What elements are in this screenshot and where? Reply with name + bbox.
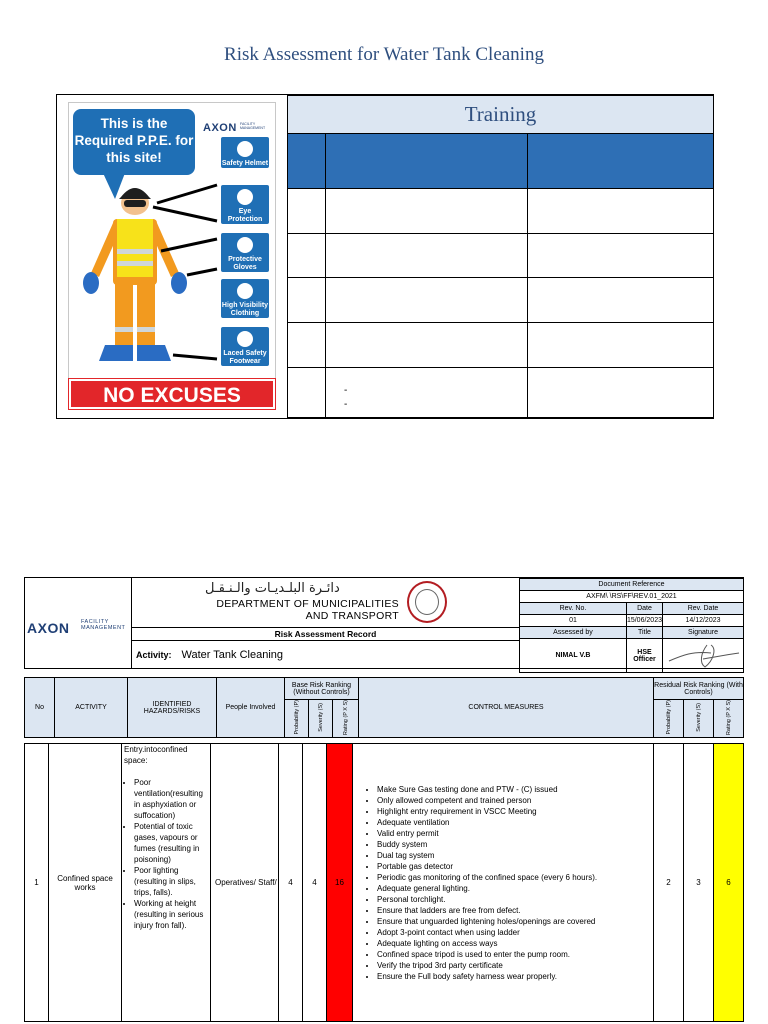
training-table	[287, 95, 714, 418]
col-res-severity: Severity (S)	[695, 703, 702, 732]
row-res-severity: 3	[684, 744, 714, 1022]
training-row	[288, 233, 714, 278]
control-item: • Ensure that unguarded lightening holes/openings are covered	[377, 916, 653, 927]
control-item: • Highlight entry requirement in VSCC Meeting	[377, 806, 653, 817]
protective-gloves-badge: Protective Gloves	[221, 233, 269, 272]
col-base-ranking: Base Risk Ranking (Without Controls)	[285, 678, 359, 700]
department-arabic-name: دائـرة البلـديـات والـنـقـل	[205, 581, 340, 596]
row-base-probability: 4	[279, 744, 303, 1022]
col-base-rating: Rating (P X S)	[342, 700, 349, 736]
training-dash-list: - -	[344, 384, 348, 410]
no-excuses-banner: NO EXCUSES	[69, 379, 275, 409]
control-item: • Buddy system	[377, 839, 653, 850]
control-item: • Personal torchlight.	[377, 894, 653, 905]
control-item: • Valid entry permit	[377, 828, 653, 839]
axon-logo: AXON	[203, 122, 237, 134]
col-res-probability: Probability (P)	[665, 700, 672, 735]
title-label: Title	[626, 627, 662, 639]
rev-no-label: Rev. No.	[520, 603, 627, 615]
row-activity: Confined space works	[49, 744, 122, 1022]
signature-icon	[663, 639, 744, 673]
doc-ref-value: AXFM\ \RS\FF\REV.01_2021	[520, 591, 744, 603]
safety-helmet-badge: Safety Helmet	[221, 137, 269, 168]
col-no: No	[25, 678, 55, 738]
hazard-item: • Poor ventilation(resulting in asphyxiation or suffocation)	[134, 777, 208, 821]
high-visibility-badge: High Visibility Clothing	[221, 279, 269, 318]
col-control-measures: CONTROL MEASURES	[359, 678, 654, 738]
hazard-item: • Potential of toxic gases, vapours or fumes (resulting in poisoning)	[134, 821, 208, 865]
risk-table	[24, 743, 744, 1022]
assessed-by-label: Assessed by	[520, 627, 627, 639]
emblem-icon	[407, 581, 447, 623]
column-header-table	[24, 677, 744, 738]
safety-footwear-badge: Laced Safety Footwear	[221, 327, 269, 366]
training-row	[288, 368, 714, 418]
col-people: People Involved	[217, 678, 285, 738]
ppe-training-section	[56, 94, 714, 419]
worker-illustration-icon	[69, 177, 219, 377]
date-value: 15/06/2023	[626, 615, 662, 627]
row-no: 1	[25, 744, 49, 1022]
axon-logo: AXON	[27, 620, 70, 636]
ppe-poster	[58, 96, 287, 418]
activity-row: Activity: Water Tank Cleaning	[136, 649, 284, 661]
assessed-by-value: NIMAL V.B	[520, 639, 627, 673]
control-item: • Adequate lighting on access ways	[377, 938, 653, 949]
rev-no-value: 01	[520, 615, 627, 627]
control-item: • Only allowed competent and trained person	[377, 795, 653, 806]
control-item: • Portable gas detector	[377, 861, 653, 872]
record-header	[24, 577, 744, 669]
training-heading: Training	[288, 96, 714, 134]
control-item: • Verify the tripod 3rd party certificate	[377, 960, 653, 971]
signature-label: Signature	[663, 627, 744, 639]
axon-logo-sub: FACILITY MANAGEMENT	[81, 619, 126, 631]
col-residual-ranking: Residual Risk Ranking (With Controls)	[654, 678, 744, 700]
row-base-severity: 4	[303, 744, 327, 1022]
training-subheader-row	[288, 133, 714, 188]
control-item: • Make Sure Gas testing done and PTW - (C) issued	[377, 784, 653, 795]
col-hazards: IDENTIFIED HAZARDS/RISKS	[128, 678, 217, 738]
axon-logo-sub: FACILITY MANAGEMENT	[240, 122, 266, 130]
activity-value: Water Tank Cleaning	[181, 649, 284, 661]
eye-protection-badge: Eye Protection	[221, 185, 269, 224]
rev-date-value: 14/12/2023	[663, 615, 744, 627]
col-base-probability: Probability (P)	[293, 700, 300, 735]
ppe-poster-inner	[68, 102, 276, 410]
record-title: Risk Assessment Record	[132, 627, 519, 641]
control-item: • Confined space tripod is used to enter the pump room.	[377, 949, 653, 960]
row-res-probability: 2	[654, 744, 684, 1022]
hazard-item: • Working at height (resulting in serious injury fron fall).	[134, 898, 208, 931]
document-title: Risk Assessment for Water Tank Cleaning	[224, 44, 544, 65]
training-row	[288, 278, 714, 323]
axon-logo-cell	[25, 578, 132, 668]
col-base-severity: Severity (S)	[317, 703, 324, 732]
col-res-rating: Rating (P X S)	[725, 700, 732, 736]
document-reference-grid	[519, 578, 744, 673]
training-row	[288, 323, 714, 368]
doc-ref-label: Document Reference	[520, 579, 744, 591]
control-item: • Ensure that ladders are free from defect.	[377, 905, 653, 916]
control-item: • Adequate general lighting.	[377, 883, 653, 894]
ppe-speech-bubble: This is the Required P.P.E. for this site!	[73, 109, 195, 175]
control-item: • Adopt 3-point contact when using ladder	[377, 927, 653, 938]
table-row	[25, 744, 744, 1022]
control-item: • Periodic gas monitoring of the confined space (every 6 hours).	[377, 872, 653, 883]
control-item: • Dual tag system	[377, 850, 653, 861]
hazard-item: • Poor lighting (resulting in slips, trips, falls).	[134, 865, 208, 898]
col-activity: ACTIVITY	[55, 678, 128, 738]
rev-date-label: Rev. Date	[663, 603, 744, 615]
row-hazards: Entry.intoconfined space: • Poor ventilation(resulting in asphyxiation or suffocation) • Potential of toxic gases, vapours or fumes (resulting in poisoning) • Poor lighting (resulting in slips, trips, falls). • Working at height (resulting in serious injury fron fall).	[122, 744, 211, 1022]
control-item: • Adequate ventilation	[377, 817, 653, 828]
row-people: Operatives/ Staff/	[211, 744, 279, 1022]
row-control-measures	[353, 744, 654, 1022]
row-res-rating: 6	[714, 744, 744, 1022]
department-english-name: DEPARTMENT OF MUNICIPALITIES AND TRANSPORT	[216, 598, 399, 622]
date-label: Date	[626, 603, 662, 615]
training-row	[288, 188, 714, 233]
assessor-title-value: HSE Officer	[626, 639, 662, 673]
row-base-rating: 16	[327, 744, 353, 1022]
control-item: • Ensure the Full body safety harness wear properly.	[377, 971, 653, 982]
